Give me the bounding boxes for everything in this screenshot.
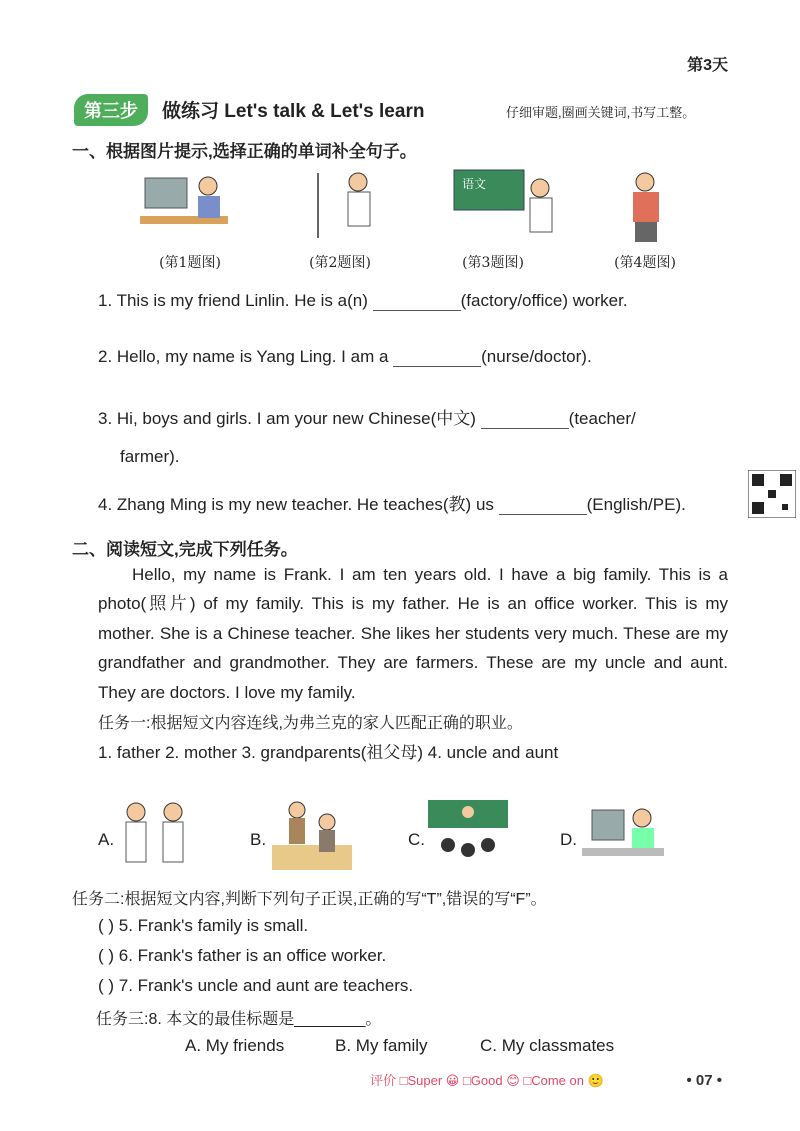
question-2: 2. Hello, my name is Yang Ling. I am a (nurse/doctor). [98, 347, 592, 366]
doctors-illustration [118, 800, 198, 875]
title-option-b[interactable]: B. My family [335, 1036, 428, 1055]
section1-title: 一、根据图片提示,选择正确的单词补全句子。 [72, 142, 417, 161]
reading-passage: Hello, my name is Frank. I am ten years old. I have a big family. This is a photo(照片) of my family. This is my father. He is an office worker. This is my mother. She is a Chinese teacher. She likes her students very much. These are my grandfather and grandmother. They are farmers. These are my uncle and aunt. They are doctors. I love my family. [98, 565, 728, 702]
caption-4: (第4题图) [614, 255, 676, 271]
office-illustration [582, 800, 664, 875]
option-a-label: A. [98, 830, 115, 849]
statement-6[interactable]: ( ) 6. Frank's father is an office worker. [98, 946, 387, 965]
option-b-label: B. [250, 830, 267, 849]
step-badge: 第三步 [74, 94, 148, 126]
question-1: 1. This is my friend Linlin. He is a(n) (factory/office) worker. [98, 291, 628, 310]
worker-illustration [605, 168, 715, 246]
statement-7[interactable]: ( ) 7. Frank's uncle and aunt are teachers. [98, 976, 414, 995]
step-title: 做练习 Let's talk & Let's learn [162, 101, 425, 122]
nurse-illustration [300, 168, 410, 246]
question-4: 4. Zhang Ming is my new teacher. He teaches(教) us (English/PE). [98, 495, 686, 514]
qr-code-icon [748, 470, 796, 518]
question-3-line2: farmer). [120, 447, 180, 466]
classroom-illustration [428, 800, 508, 875]
blank-4[interactable] [499, 496, 587, 515]
teacher-illustration [452, 168, 562, 246]
board-text: 语文 [462, 177, 487, 191]
farmers-illustration [272, 800, 352, 875]
rating-bar: 评价 □Super 😀 □Good 😊 □Come on 🙂 [370, 1073, 604, 1088]
title-option-c[interactable]: C. My classmates [480, 1036, 615, 1055]
caption-2: (第2题图) [309, 255, 371, 271]
question-3: 3. Hi, boys and girls. I am your new Chinese(中文) (teacher/ [98, 409, 636, 428]
office-worker-illustration [140, 168, 250, 246]
blank-2[interactable] [393, 348, 481, 367]
task3-title: 任务三:8. 本文的最佳标题是________。 [96, 1011, 382, 1028]
day-label: 第3天 [687, 57, 728, 74]
blank-3[interactable] [481, 410, 569, 429]
caption-3: (第3题图) [462, 255, 524, 271]
blank-1[interactable] [373, 292, 461, 311]
page-number: • 07 • [686, 1072, 722, 1089]
caption-1: (第1题图) [159, 255, 221, 271]
option-d-label: D. [560, 830, 577, 849]
task2-title: 任务二:根据短文内容,判断下列句子正误,正确的写“T”,错误的写“F”。 [72, 891, 547, 908]
task1-title: 任务一:根据短文内容连线,为弗兰克的家人匹配正确的职业。 [98, 715, 523, 732]
step-tip: 仔细审题,圈画关键词,书写工整。 [506, 105, 696, 120]
section2-title: 二、阅读短文,完成下列任务。 [72, 540, 298, 559]
statement-5[interactable]: ( ) 5. Frank's family is small. [98, 916, 309, 935]
title-option-a[interactable]: A. My friends [185, 1036, 285, 1055]
task1-items: 1. father 2. mother 3. grandparents(祖父母) 4. uncle and aunt [98, 743, 559, 762]
option-c-label: C. [408, 830, 425, 849]
